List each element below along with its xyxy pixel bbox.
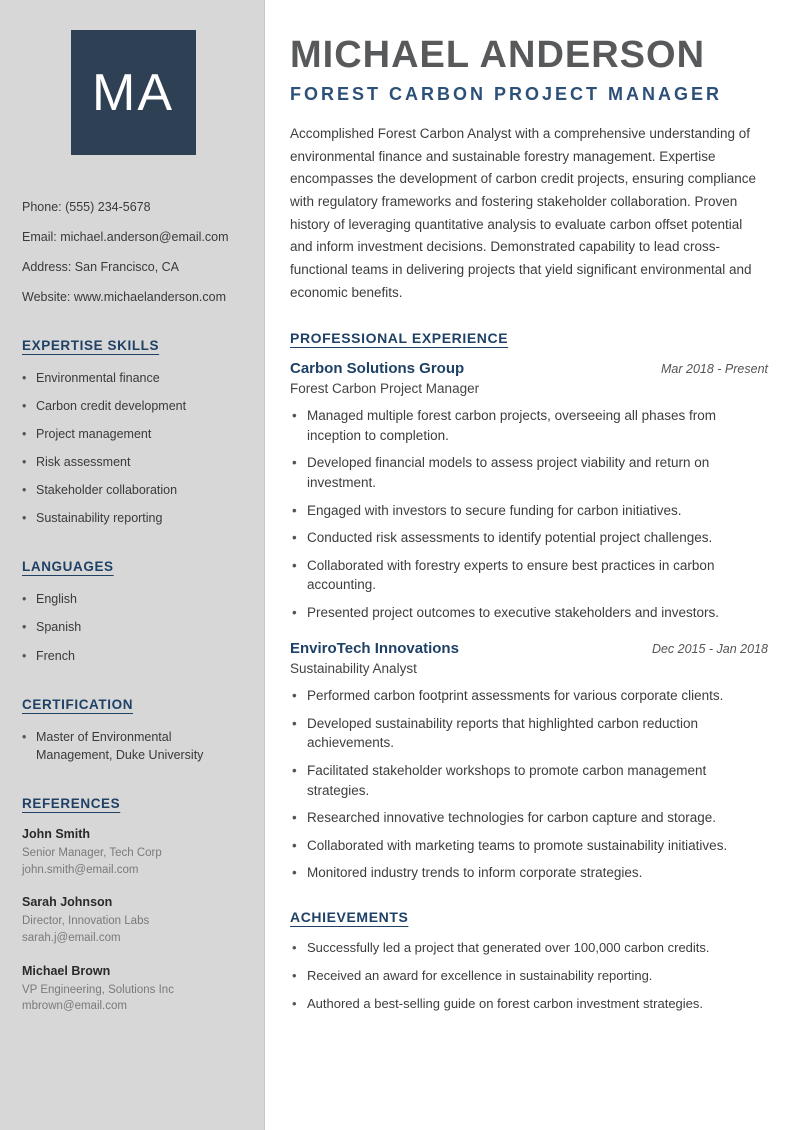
job-bullet: • Managed multiple forest carbon projects, overseeing all phases from inception to completion.	[290, 406, 768, 445]
job-bullet-list	[290, 686, 768, 883]
reference-email: john.smith@email.com	[22, 863, 139, 876]
reference-item	[22, 827, 244, 878]
reference-name: Sarah Johnson	[22, 895, 113, 910]
reference-item	[22, 964, 244, 1015]
expertise-heading: EXPERTISE SKILLS	[22, 337, 160, 353]
job-company: EnviroTech Innovations	[290, 640, 459, 658]
person-name: MICHAEL ANDERSON	[290, 34, 706, 76]
job-dates: Dec 2015 - Jan 2018	[651, 642, 768, 657]
certification-heading: CERTIFICATION	[22, 696, 134, 712]
job-role: Forest Carbon Project Manager	[290, 381, 480, 397]
contact-address: Address: San Francisco, CA	[22, 259, 180, 274]
job-bullet: • Collaborated with marketing teams to promote sustainability initiatives.	[290, 836, 768, 856]
references-list	[22, 827, 244, 1015]
achievements-heading: ACHIEVEMENTS	[290, 908, 409, 925]
job-entry	[290, 360, 768, 622]
reference-title: Director, Innovation Labs	[22, 915, 150, 928]
monogram-initials: MA	[92, 63, 174, 122]
main-content	[265, 0, 800, 1130]
job-bullet: • Researched innovative technologies for carbon capture and storage.	[290, 808, 768, 828]
job-bullet: • Monitored industry trends to inform corporate strategies.	[290, 863, 768, 883]
job-entry	[290, 640, 768, 883]
achievement-item: • Successfully led a project that generated over 100,000 carbon credits.	[290, 939, 768, 958]
skill-item: • Sustainability reporting	[22, 509, 244, 527]
job-company: Carbon Solutions Group	[290, 360, 465, 378]
monogram-badge	[71, 30, 196, 155]
skill-item: • Carbon credit development	[22, 397, 244, 415]
job-header	[290, 360, 768, 377]
achievement-item: • Authored a best-selling guide on forest carbon investment strategies.	[290, 995, 768, 1014]
reference-item	[22, 895, 244, 946]
language-item: • English	[22, 590, 244, 608]
reference-title: VP Engineering, Solutions Inc	[22, 983, 174, 996]
job-bullet: • Facilitated stakeholder workshops to promote carbon management strategies.	[290, 761, 768, 800]
job-role: Sustainability Analyst	[290, 661, 417, 677]
skill-item: • Stakeholder collaboration	[22, 481, 244, 499]
job-bullet: • Developed sustainability reports that highlighted carbon reduction achievements.	[290, 714, 768, 753]
reference-title: Senior Manager, Tech Corp	[22, 846, 162, 859]
contact-email: Email: michael.anderson@email.com	[22, 229, 229, 244]
experience-heading: PROFESSIONAL EXPERIENCE	[290, 330, 509, 347]
references-heading: REFERENCES	[22, 795, 121, 811]
reference-email: mbrown@email.com	[22, 1000, 127, 1013]
job-bullet-list	[290, 406, 768, 622]
contact-website: Website: www.michaelanderson.com	[22, 289, 227, 304]
language-item: • French	[22, 647, 244, 665]
languages-list	[22, 590, 244, 664]
reference-name: Michael Brown	[22, 963, 111, 978]
skill-item: • Environmental finance	[22, 369, 244, 387]
skill-item: • Risk assessment	[22, 453, 244, 471]
sidebar	[0, 0, 265, 1130]
reference-name: John Smith	[22, 826, 91, 841]
skill-item: • Project management	[22, 425, 244, 443]
job-dates: Mar 2018 - Present	[661, 362, 768, 377]
contact-phone: Phone: (555) 234-5678	[22, 200, 151, 214]
certification-item: • Master of Environmental Management, Duke University	[22, 728, 244, 764]
achievements-list	[290, 939, 768, 1014]
job-bullet: • Collaborated with forestry experts to ensure best practices in carbon accounting.	[290, 556, 768, 595]
languages-heading: LANGUAGES	[22, 559, 114, 575]
certification-list	[22, 728, 244, 764]
job-bullet: • Developed financial models to assess project viability and return on investment.	[290, 453, 768, 492]
achievement-item: • Received an award for excellence in sustainability reporting.	[290, 967, 768, 986]
person-title: FOREST CARBON PROJECT MANAGER	[290, 83, 723, 104]
language-item: • Spanish	[22, 618, 244, 636]
contact-block	[22, 199, 244, 306]
job-bullet: • Conducted risk assessments to identify potential project challenges.	[290, 528, 768, 548]
job-bullet: • Performed carbon footprint assessments for various corporate clients.	[290, 686, 768, 706]
reference-email: sarah.j@email.com	[22, 931, 121, 944]
job-header	[290, 640, 768, 657]
job-bullet: • Presented project outcomes to executive stakeholders and investors.	[290, 603, 768, 623]
expertise-list	[22, 369, 244, 528]
summary-paragraph: Accomplished Forest Carbon Analyst with a comprehensive understanding of environmental finance and sustainable forestry management. Expertise encompasses the development of carbon credit projects, ensuring compliance with regulatory frameworks and fostering stakeholder collaboration. Proven history of leveraging quantitative analysis to evaluate carbon offset potential and inform investment decisions. Demonstrated capability to lead cross-functional teams in delivering projects that yield significant environmental and economic benefits.	[290, 125, 757, 300]
job-bullet: • Engaged with investors to secure funding for carbon initiatives.	[290, 501, 768, 521]
